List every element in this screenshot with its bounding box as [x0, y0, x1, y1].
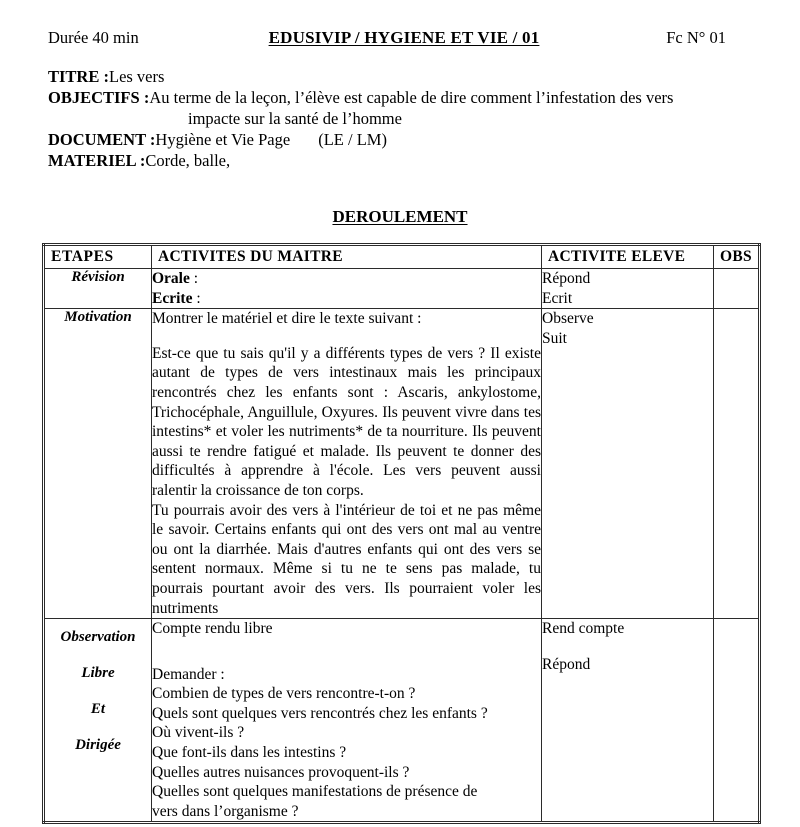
page-title — [48, 28, 760, 48]
obs-cell-revision — [714, 269, 760, 309]
table-head — [44, 245, 760, 269]
observation-question-5: Quelles autres nuisances provoquent-ils ? — [152, 763, 410, 781]
page-title-text: EDUSIVIP / HYGIENE ET VIE / 01 — [268, 28, 540, 47]
observation-question-7: vers dans l’organisme ? — [152, 802, 299, 820]
revision-orale-label: Orale — [152, 270, 190, 287]
eleve-motivation-line-1: Observe — [542, 310, 594, 328]
maitre-cell-motivation — [152, 309, 542, 619]
obs-cell-motivation — [714, 309, 760, 619]
observation-question-list — [152, 684, 541, 821]
meta-row-titre — [48, 66, 764, 87]
section-heading — [0, 207, 800, 227]
titre-label: TITRE : — [48, 67, 109, 86]
observation-intro: Compte rendu libre — [152, 620, 273, 638]
maitre-cell-revision — [152, 269, 542, 309]
eleve-revision-line-2: Ecrit — [542, 289, 573, 307]
column-header-obs: OBS — [714, 245, 760, 269]
stage-label-motivation: Motivation — [44, 309, 152, 619]
motivation-paragraph-2: Tu pourrais avoir des vers à l'intérieur de toi et ne pas même le savoir. Certains enfants qui ont des vers ont mal au ventre ou ont la diarrhée. Mais d'autres enfants qui ont des vers se sentent normaux. Même si tu ne te sens pas malade, tu pourrais pourtant avoir des vers. Ils pourraient voler les nutriments — [152, 501, 541, 617]
page-header — [48, 28, 760, 52]
observation-question-1: Combien de types de vers rencontre-t-on ? — [152, 685, 416, 703]
section-heading-text: DEROULEMENT — [332, 207, 468, 226]
eleve-cell-motivation — [542, 309, 714, 619]
materiel-value: Corde, balle, — [145, 151, 231, 170]
document-label: DOCUMENT : — [48, 130, 156, 149]
document-value: Hygiène et Vie Page — [155, 130, 291, 149]
lesson-plan-table — [42, 243, 761, 824]
objectifs-label: OBJECTIFS : — [48, 88, 150, 107]
column-header-activites-maitre: ACTIVITES DU MAITRE — [152, 245, 542, 269]
revision-ecrite-colon: : — [192, 289, 201, 307]
table-row — [44, 269, 760, 309]
stage-observation-line-3: Et — [90, 701, 106, 718]
sheet-number: Fc N° 01 — [666, 28, 726, 47]
maitre-cell-observation — [152, 619, 542, 823]
column-header-etapes: ETAPES — [44, 245, 152, 269]
meta-row-document — [48, 129, 764, 150]
document-value-extra: (LE / LM) — [318, 130, 387, 149]
revision-ecrite-line — [152, 289, 541, 309]
titre-value: Les vers — [108, 67, 165, 86]
stage-label-observation — [44, 619, 152, 823]
eleve-cell-observation — [542, 619, 714, 823]
table-row — [44, 309, 760, 619]
lesson-duration: Durée 40 min — [48, 28, 139, 47]
stage-observation-line-4: Dirigée — [75, 737, 121, 754]
objectifs-value: Au terme de la leçon, l’élève est capable de dire comment l’infestation des vers — [149, 88, 674, 107]
eleve-motivation-line-2: Suit — [542, 329, 567, 347]
revision-orale-line — [152, 269, 541, 289]
motivation-paragraph-1: Est-ce que tu sais qu'il y a différents types de vers ? Il existe autant de types de vers intestinaux mais les principaux rencontrés chez les enfants sont : Ascaris, ankylostome, Trichocéphale, Anguillule, Oxyures. Ils peuvent vivre dans tes intestins* et voler les nutriments* de ta nourriture. Ils peuvent aussi te rendre fatigué et malade. Ils peuvent te donner des difficultés à apprendre à l'école. Les vers peuvent aussi ralentir la croissance de ton corps. — [152, 344, 541, 499]
meta-row-materiel — [48, 150, 764, 171]
observation-question-4: Que font-ils dans les intestins ? — [152, 744, 347, 762]
stage-label-revision: Révision — [44, 269, 152, 309]
lesson-metadata — [48, 66, 764, 171]
meta-row-objectifs — [48, 87, 764, 108]
eleve-observation-spacer — [542, 639, 713, 655]
observation-question-6: Quelles sont quelques manifestations de présence de — [152, 783, 478, 801]
observation-question-2: Quels sont quelques vers rencontrés chez les enfants ? — [152, 704, 488, 722]
stage-observation-line-2: Libre — [81, 665, 115, 682]
eleve-revision-line-1: Répond — [542, 270, 591, 287]
stage-observation-line-1: Observation — [60, 629, 136, 646]
materiel-label: MATERIEL : — [48, 151, 146, 170]
column-header-activite-eleve: ACTIVITE ELEVE — [542, 245, 714, 269]
eleve-observation-line-1: Rend compte — [542, 620, 625, 638]
obs-cell-observation — [714, 619, 760, 823]
observation-question-3: Où vivent-ils ? — [152, 724, 245, 742]
motivation-intro: Montrer le matériel et dire le texte suivant : — [152, 310, 422, 328]
observation-spacer — [152, 639, 541, 665]
lesson-table-wrapper — [42, 243, 758, 824]
eleve-cell-revision — [542, 269, 714, 309]
observation-demander: Demander : — [152, 665, 225, 683]
table-row — [44, 619, 760, 823]
revision-ecrite-label: Ecrite — [152, 289, 193, 307]
eleve-observation-line-2: Répond — [542, 655, 591, 673]
objectifs-value-line2: impacte sur la santé de l’homme — [188, 109, 402, 128]
table-body — [44, 269, 760, 823]
revision-orale-colon: : — [189, 270, 199, 287]
motivation-spacer — [152, 329, 541, 344]
table-header-row — [44, 245, 760, 269]
